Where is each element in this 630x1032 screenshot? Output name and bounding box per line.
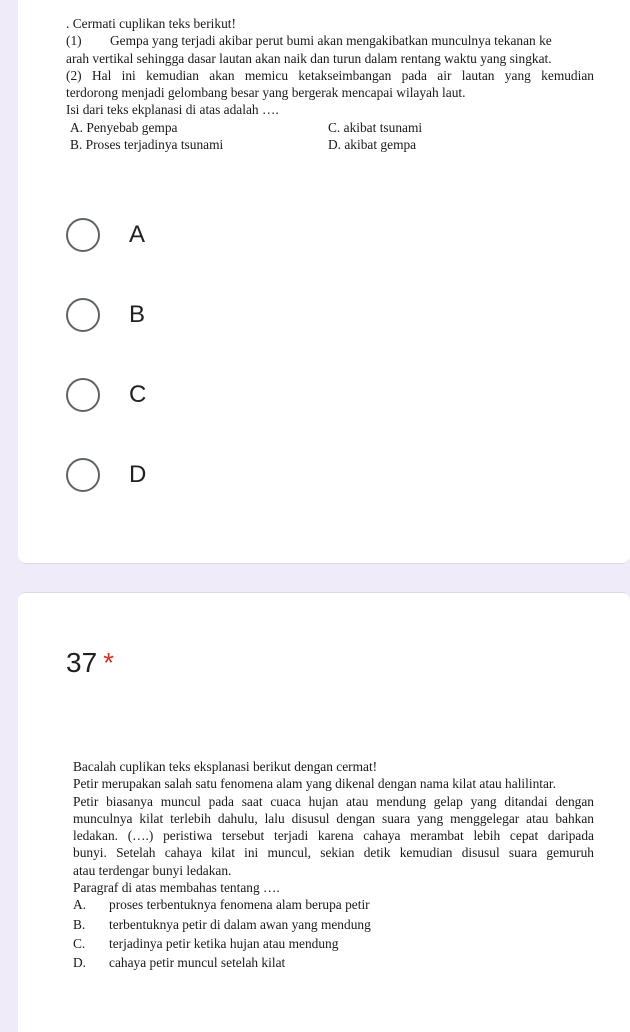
question-37-text xyxy=(73,758,594,974)
question-number: 37 xyxy=(66,647,98,678)
q37-line-3: munculnya kilat terlebih dahulu, lalu disusul dengan suara yang menggelegar atau bahkan xyxy=(73,810,594,826)
radio-button-b[interactable] xyxy=(66,298,100,332)
choice-b[interactable] xyxy=(66,298,266,338)
question-36-text xyxy=(66,15,594,153)
q36-paragraph-1-line-2: arah vertikal sehingga dasar lautan akan naik dan turun dalam rentang waktu yang singkat. xyxy=(66,50,552,66)
choice-d[interactable] xyxy=(66,458,266,498)
q37-option-c: C. terjadinya petir ketika hujan atau mendung xyxy=(73,935,339,951)
q37-instruction: Bacalah cuplikan teks eksplanasi berikut dengan cermat! xyxy=(73,759,378,774)
q36-option-a: A. Penyebab gempa xyxy=(70,119,178,135)
choice-b-label: B xyxy=(129,301,146,328)
q36-options-row-1 xyxy=(66,119,594,136)
q36-question: Isi dari teks ekplanasi di atas adalah …. xyxy=(66,102,279,118)
choice-d-label: D xyxy=(129,461,147,488)
q36-instruction: . Cermati cuplikan teks berikut! xyxy=(66,16,236,31)
q37-line-6: atau terdengar bunyi ledakan. xyxy=(73,862,232,878)
q36-paragraph-1-line-1: (1) Gempa yang terjadi akibar perut bumi akan mengakibatkan munculnya tekanan ke xyxy=(66,33,552,49)
choice-c[interactable] xyxy=(66,378,266,418)
q37-line-5: bunyi. Setelah cahaya kilat ini muncul, sekian detik kemudian disusul suara gemuruh xyxy=(73,845,594,861)
q36-option-b: B. Proses terjadinya tsunami xyxy=(70,137,224,153)
q36-paragraph-2-line-1: (2) Hal ini kemudian akan memicu ketakseimbangan pada air lautan yang kemudian xyxy=(66,67,594,83)
choice-a[interactable] xyxy=(66,218,266,258)
choice-a-label: A xyxy=(129,221,146,248)
q37-line-4: ledakan. (….) peristiwa tersebut terjadi karena cahaya merambat lebih cepat daripada xyxy=(73,828,594,844)
q36-option-d: D. akibat gempa xyxy=(328,137,417,153)
q37-option-b: B. terbentuknya petir di dalam awan yang mendung xyxy=(73,916,371,932)
q37-line-1: Petir merupakan salah satu fenomena alam yang dikenal dengan nama kilat atau halilintar. xyxy=(73,776,557,792)
radio-button-d[interactable] xyxy=(66,458,100,492)
q37-line-2: Petir biasanya muncul pada saat cuaca hujan atau mendung gelap yang ditandai dengan xyxy=(73,793,594,809)
q36-paragraph-1-number: (1) xyxy=(66,33,82,49)
q36-paragraph-2-line-2: terdorong menjadi gelombang besar yang bergerak mencapai wilayah laut. xyxy=(66,85,466,101)
choice-c-label: C xyxy=(129,381,147,408)
q37-option-d: D. cahaya petir muncul setelah kilat xyxy=(73,955,286,971)
radio-button-a[interactable] xyxy=(66,218,100,252)
question-37-title xyxy=(66,645,114,681)
radio-button-c[interactable] xyxy=(66,378,100,412)
q37-question: Paragraf di atas membahas tentang …. xyxy=(73,880,280,896)
required-asterisk: * xyxy=(103,647,115,678)
q36-options-row-2 xyxy=(66,136,594,153)
q36-option-c: C. akibat tsunami xyxy=(328,119,423,135)
q37-option-a: A. proses terbentuknya fenomena alam berupa petir xyxy=(73,897,370,913)
